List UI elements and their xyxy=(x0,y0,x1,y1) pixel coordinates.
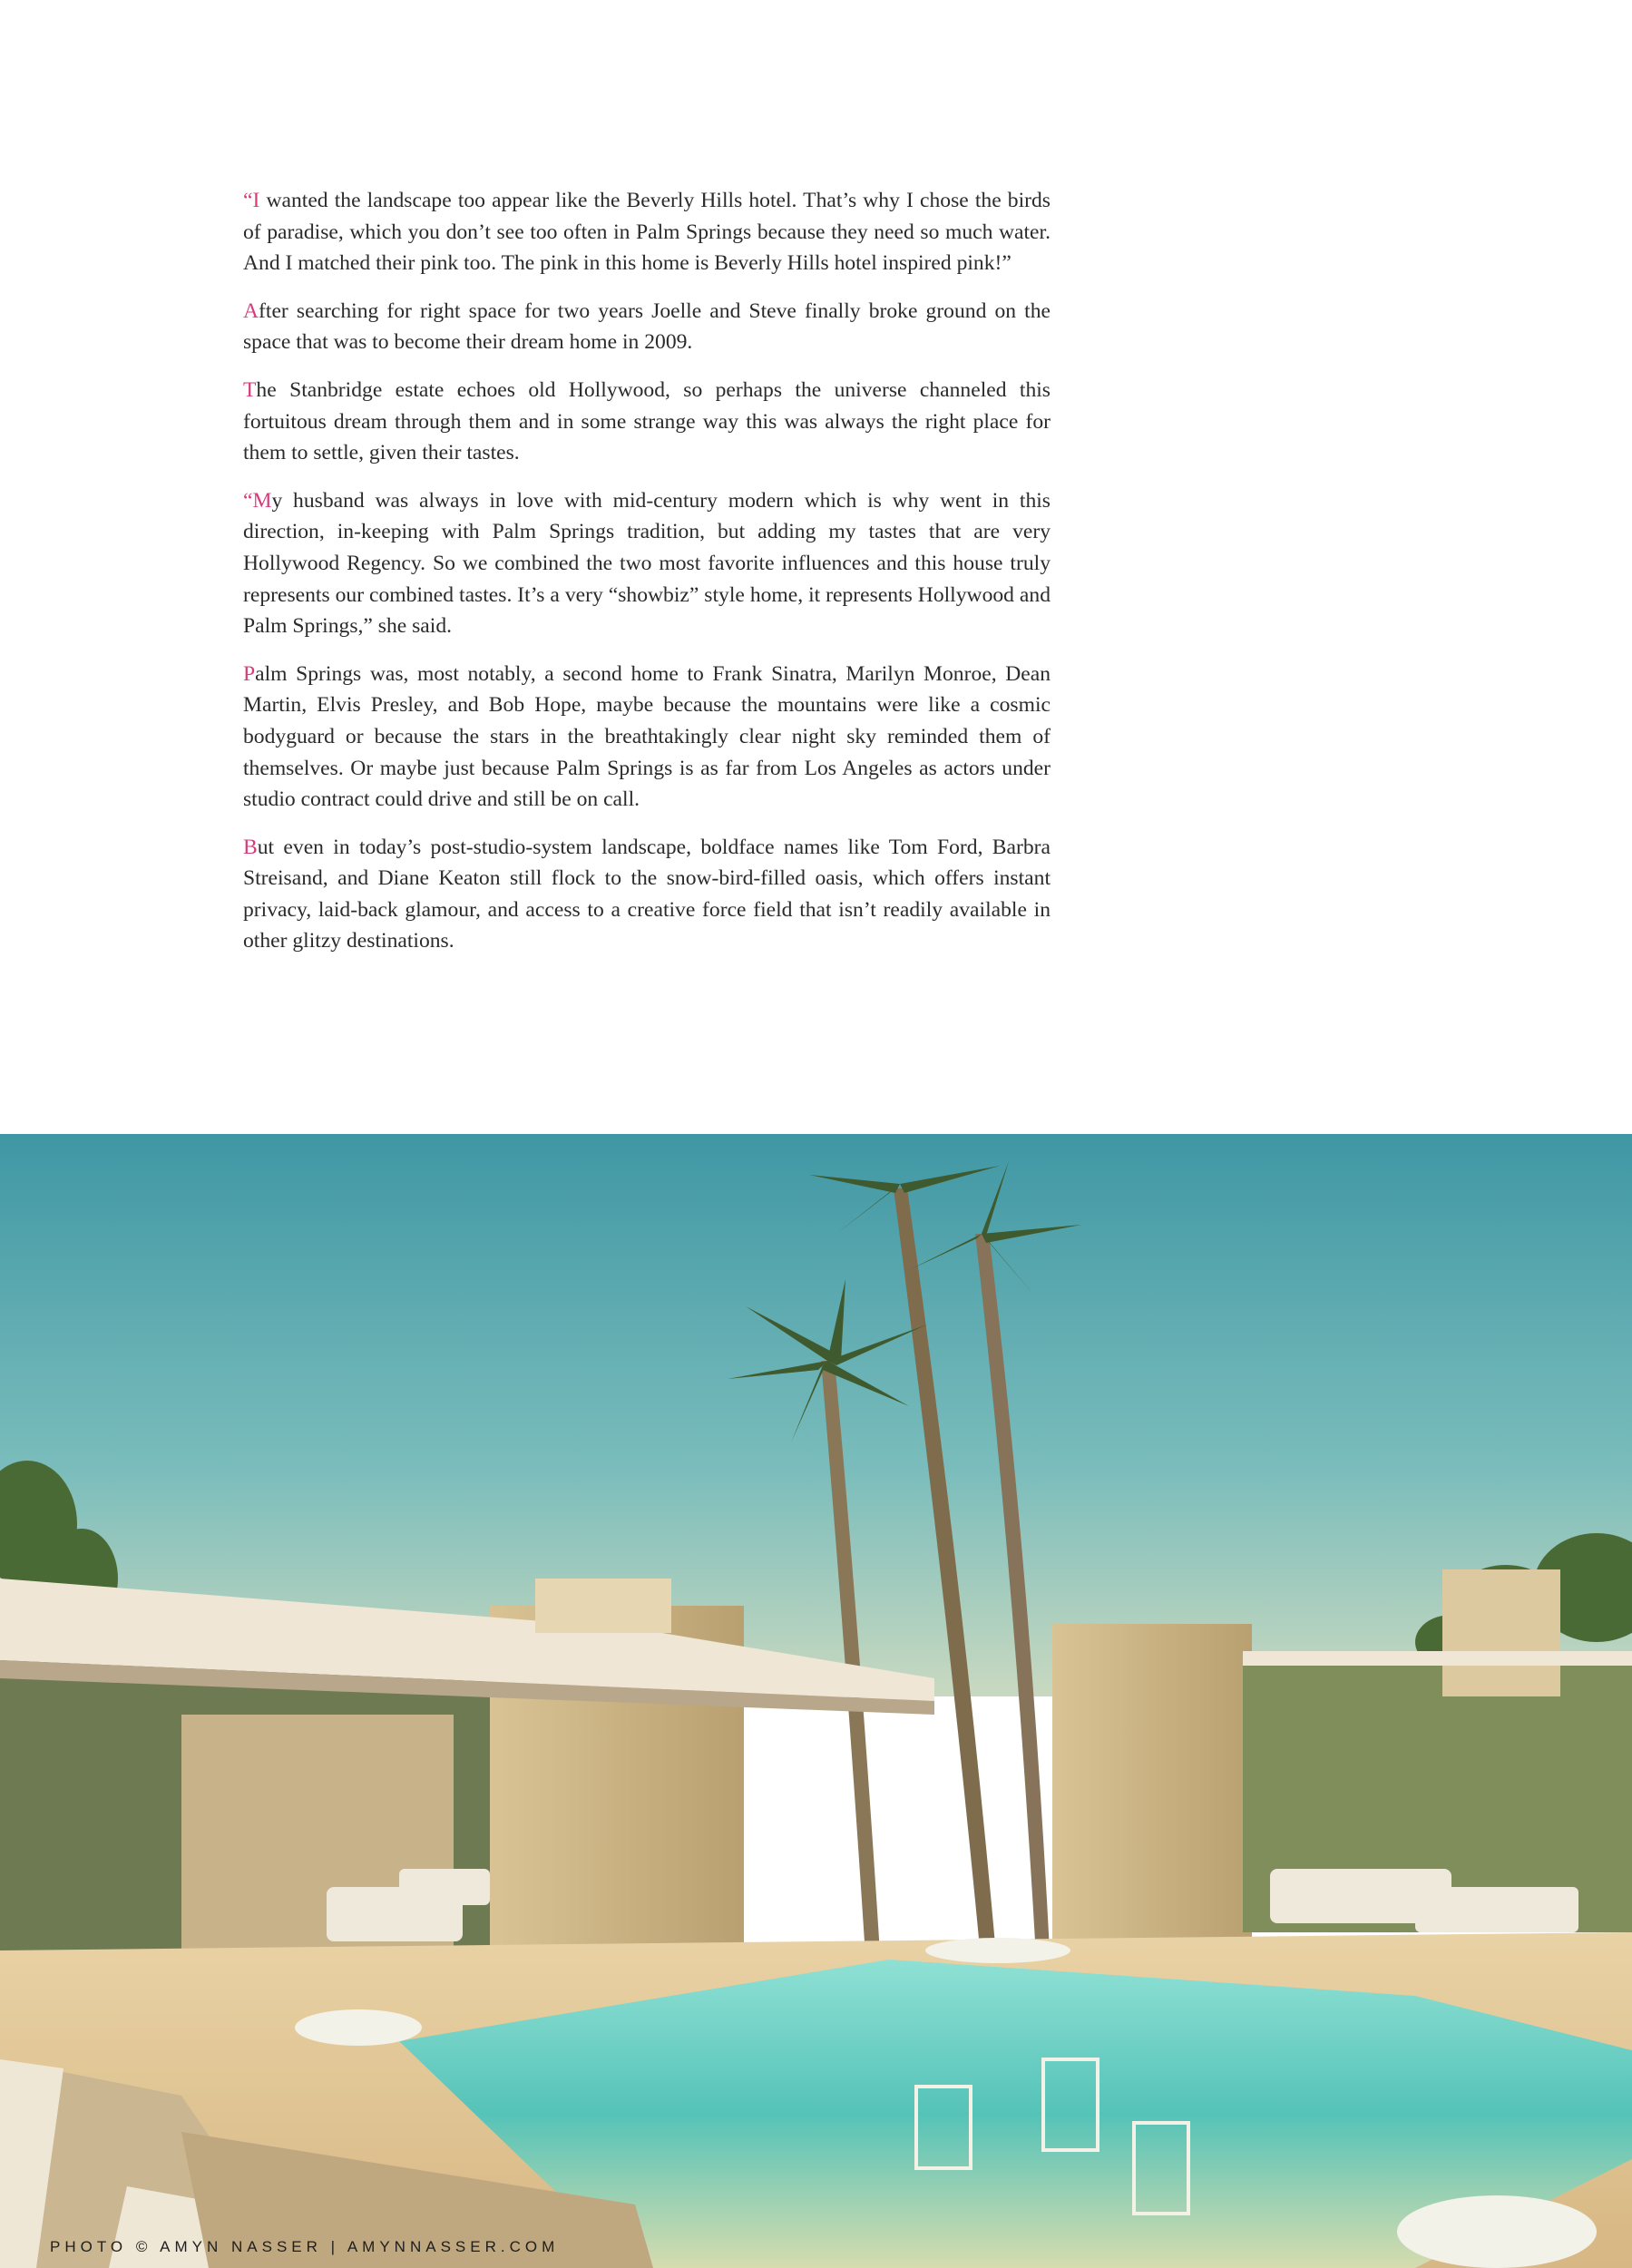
photo-credit: PHOTO © AMYN NASSER | AMYNNASSER.COM xyxy=(50,2238,560,2255)
paragraph-text: alm Springs was, most notably, a second home to Frank Sinatra, Marilyn Monroe, Dean Martin, Elvis Presley, and Bob Hope, maybe because the mountains were like a cosmic bodyguard or because the stars in the breathtakingly clear night sky reminded them of themselves. Or maybe just because Palm Springs is as far from Los Angeles as actors under studio contract could drive and still be on call. xyxy=(243,661,1051,812)
paragraph-text: he Stanbridge estate echoes old Hollywood, so perhaps the universe channeled this fortuitous dream through them and in some strange way this was always the right place for them to settle, given their tastes. xyxy=(243,377,1051,465)
drop-initial: B xyxy=(243,835,258,859)
paragraph-today xyxy=(243,832,1051,957)
paragraph-text: ut even in today’s post-studio-system landscape, boldface names like Tom Ford, Barbra Streisand, and Diane Keaton still flock to the snow-bird-filled oasis, which offers instant privacy, laid-back glamour, and access to a creative force field that isn’t readily available in other glitzy destinations. xyxy=(243,835,1051,953)
paragraph-quote-landscape xyxy=(243,185,1051,279)
paragraph-text: wanted the landscape too appear like the Beverly Hills hotel. That’s why I chose the birds of paradise, which you don’t see too often in Palm Springs because they need so much water. And I matched their pink too. The pink in this home is Beverly Hills hotel inspired pink!” xyxy=(243,189,1051,276)
paragraph-palm-springs-history xyxy=(243,659,1051,816)
drop-initial: P xyxy=(243,661,256,686)
pool-house-photo xyxy=(0,1134,1632,2268)
drop-initial: “M xyxy=(243,488,272,513)
paragraph-dream-home xyxy=(243,296,1051,358)
drop-initial: A xyxy=(243,298,259,323)
paragraph-stanbridge xyxy=(243,375,1051,469)
paragraph-text: y husband was always in love with mid-century modern which is why went in this direction, in-keeping with Palm Springs tradition, but adding my tastes that are very Hollywood Regency. So we combined the two most favorite influences and this house truly represents our combined tastes. It’s a very “showbiz” style home, it represents Hollywood and Palm Springs,” she said. xyxy=(243,488,1051,639)
paragraph-text: fter searching for right space for two years Joelle and Steve finally broke ground on the space that was to become their dream home in 2009. xyxy=(243,298,1051,355)
drop-initial: “I xyxy=(243,189,260,212)
article-body xyxy=(243,185,1051,973)
drop-initial: T xyxy=(243,377,257,402)
paragraph-quote-husband xyxy=(243,485,1051,642)
